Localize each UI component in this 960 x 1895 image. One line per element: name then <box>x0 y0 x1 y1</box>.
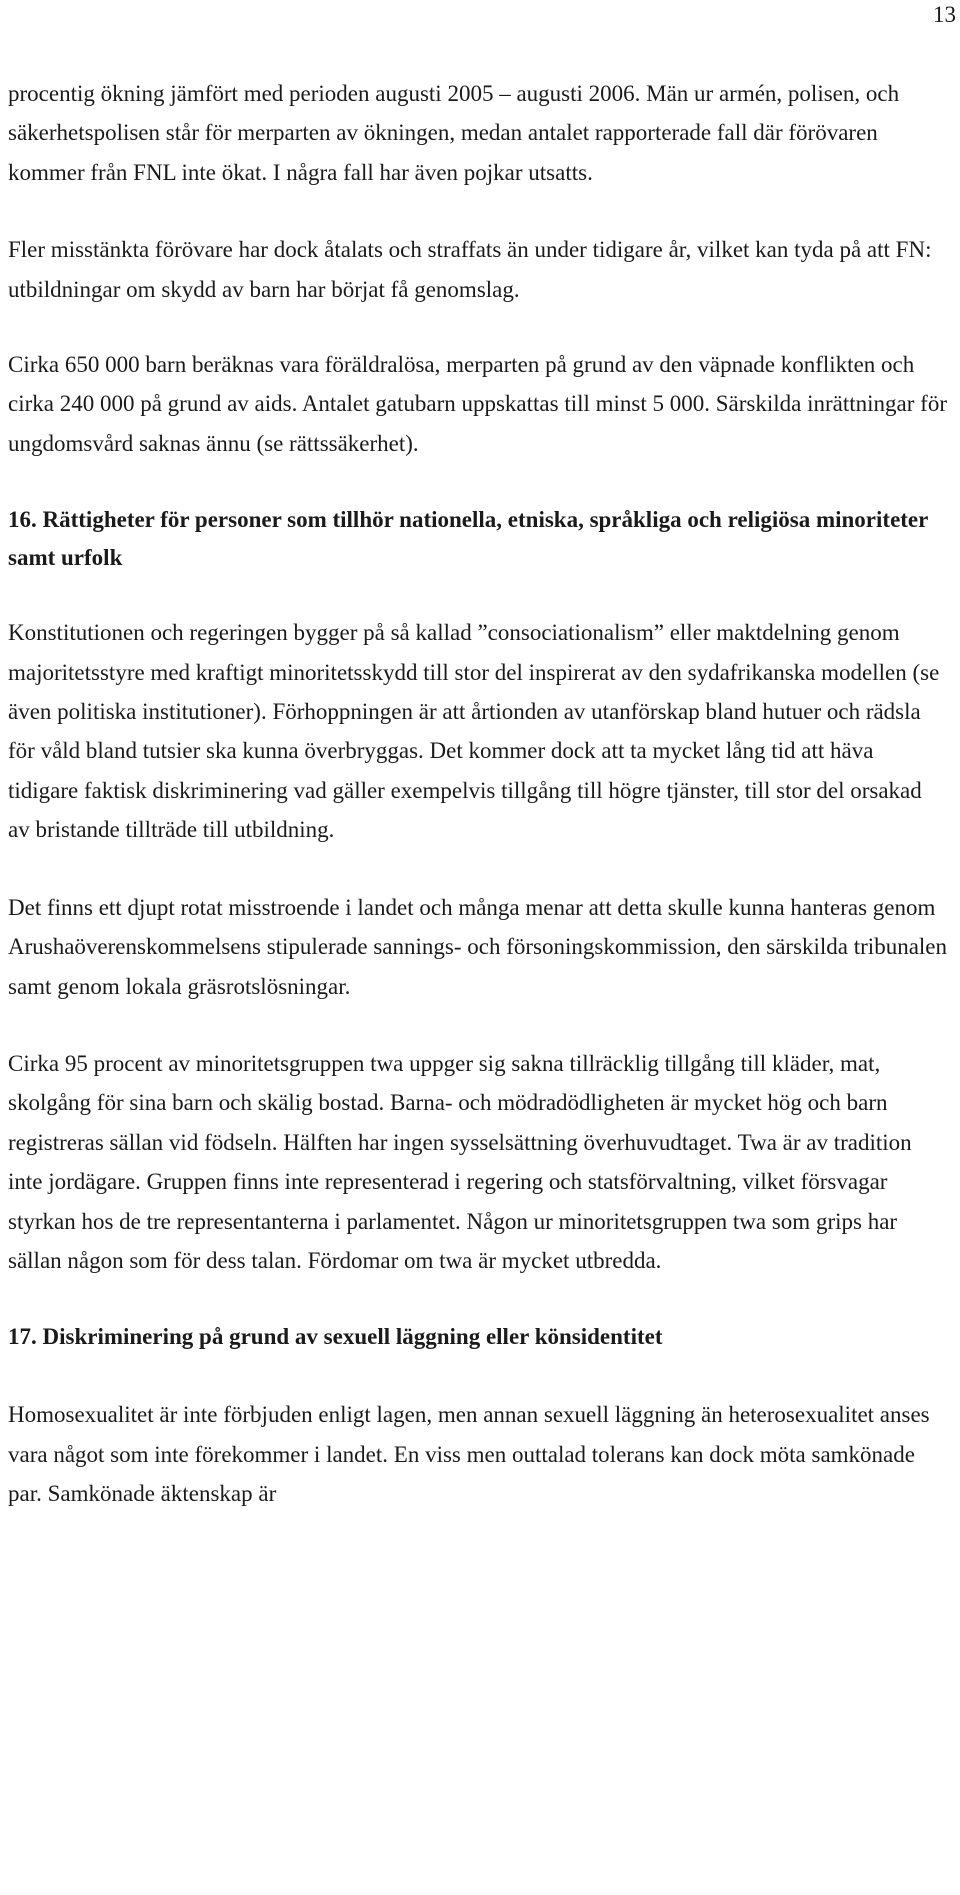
paragraph-constitution: Konstitutionen och regeringen bygger på så kallad ”consociationalism” eller maktdelning genom majoritetsstyre med kraftigt minoritetsskydd till stor del inspirerat av den sydafrikanska modellen (se även politiska institutioner). Förhoppningen är att årtionden av utanförskap bland hutuer och rädsla för våld bland tutsier ska kunna överbryggas. Det kommer dock att ta mycket lång tid att häva tidigare faktisk diskriminering vad gäller exempelvis tillgång till högre tjänster, till stor del orsakad av bristande tillträde till utbildning. <box>8 620 940 843</box>
document-body <box>8 74 948 1514</box>
paragraph-mistrust: Det finns ett djupt rotat misstroende i landet och många menar att detta skulle kunna hanteras genom Arushaöverenskommelsens stipulerade sannings- och försoningskommission, den särskilda tribunalen samt genom lokala gräsrotslösningar. <box>8 894 948 999</box>
paragraph-prosecutions: Fler misstänkta förövare har dock åtalats och straffats än under tidigare år, vilket kan tyda på att FN: utbildningar om skydd av barn har börjat få genomslag. <box>8 237 932 302</box>
paragraph-orphans: Cirka 650 000 barn beräknas vara föräldralösa, merparten på grund av den väpnade konflikten och cirka 240 000 på grund av aids. Antalet gatubarn uppskattas till minst 5 000. Särskilda inrättningar för ungdomsvård saknas ännu (se rättssäkerhet). <box>8 352 947 456</box>
page-number: 13 <box>933 2 956 27</box>
paragraph-twa-minority: Cirka 95 procent av minoritetsgruppen twa uppger sig sakna tillräcklig tillgång till kläder, mat, skolgång för sina barn och skälig bostad. Barna- och mödradödligheten är mycket hög och barn registreras sällan vid födseln. Hälften har ingen sysselsättning överhuvudtaget. Twa är av tradition inte jordägare. Gruppen finns inte representerad i regering och statsförvaltning, vilket försvagar styrkan hos de tre representanterna i parlamentet. Någon ur minoritetsgruppen twa som grips har sällan någon som för dess talan. Fördomar om twa är mycket utbredda. <box>8 1050 912 1273</box>
section-heading-minorities: 16. Rättigheter för personer som tillhör nationella, etniska, språkliga och religiösa minoriteter samt urfolk <box>8 507 928 571</box>
paragraph-homosexuality: Homosexualitet är inte förbjuden enligt lagen, men annan sexuell läggning än heterosexualitet anses vara något som inte förekommer i landet. En viss men outtalad tolerans kan dock möta samkönade par. Samkönade äktenskap är <box>8 1402 930 1507</box>
paragraph-sexual-violence-increase: procentig ökning jämfört med perioden augusti 2005 – augusti 2006. Män ur armén, polisen, och säkerhetspolisen står för merparten av ökningen, medan antalet rapporterade fall där förövaren kommer från FNL inte ökat. I några fall har även pojkar utsatts. <box>8 81 900 185</box>
section-heading-sexual-orientation: 17. Diskriminering på grund av sexuell läggning eller könsidentitet <box>8 1324 663 1350</box>
